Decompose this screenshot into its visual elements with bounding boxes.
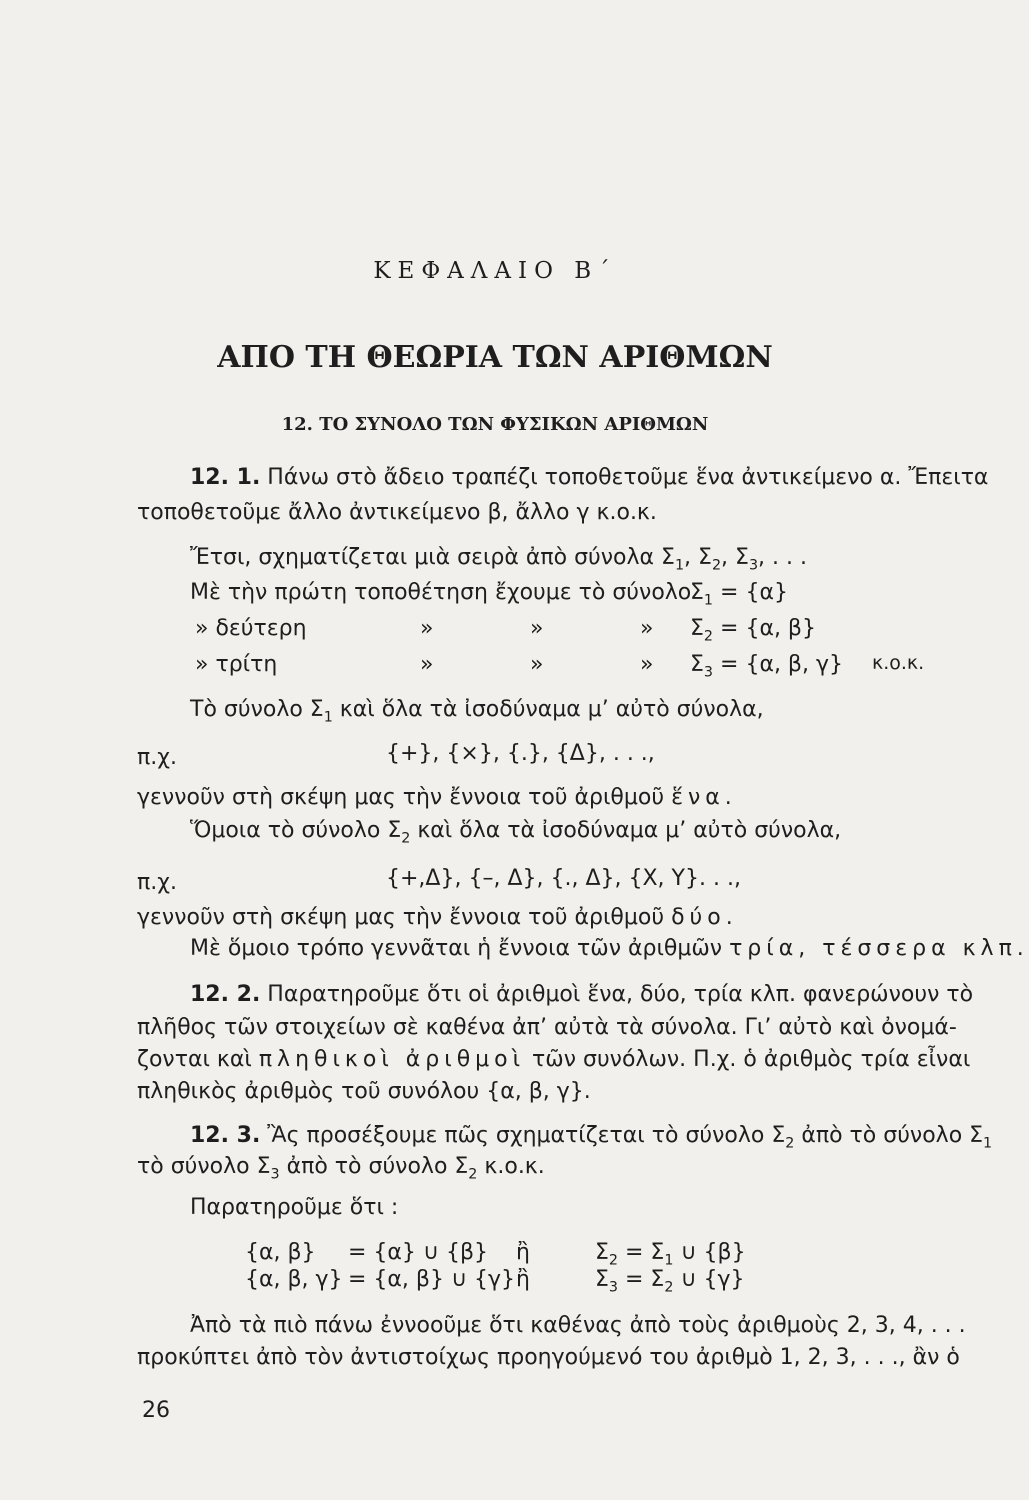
chapter-heading: ΚΕΦΑΛΑΙΟ Β΄ (373, 258, 617, 284)
paragraph-12-1-line-3: Ἔτσι, σχηματίζεται μιὰ σειρὰ ἀπὸ σύνολα $\Sigma_1$, $\Sigma_2$, $\Sigma_3$, . . . (190, 545, 807, 574)
chapter-title: ΑΠΟ ΤΗ ΘΕΩΡΙΑ ΤΩΝ ΑΡΙΘΜΩΝ (217, 340, 773, 375)
paragraph-12-1-line-2: τοποθετοῦμε ἄλλο ἀντικείμενο β, ἄλλο γ κ.ο.κ. (137, 500, 657, 525)
paragraph-number: 12. 2. (190, 982, 261, 1007)
paragraph-12-2-line-3: ζονται καὶ πληθικοὶ ἀριθμοὶ τῶν συνόλων. Π.χ. ὁ ἀριθμὸς τρία εἶναι (137, 1047, 971, 1072)
paragraph-number: 12. 3. (190, 1123, 261, 1148)
equation-1-left: {α, β} (245, 1240, 316, 1265)
or-word: ἢ (516, 1240, 530, 1265)
example-label: π.χ. (137, 870, 177, 895)
equation-1-middle: = {α} ∪ {β} (348, 1240, 489, 1265)
word-two: δύο. (671, 905, 738, 930)
paragraph-number: 12. 1. (190, 465, 261, 490)
ditto-mark: » (530, 652, 544, 677)
ditto-mark: » (640, 652, 654, 677)
observe-line: Παρατηροῦμε ὅτι : (190, 1195, 399, 1220)
paragraph-12-3-line-1: 12. 3. Ἂς προσέξουμε πῶς σχηματίζεται τὸ σύνολο $\Sigma_2$ ἀπὸ τὸ σύνολο $\Sigma_1$ (190, 1123, 993, 1152)
equivalent-sets-line-1: Τὸ σύνολο $\Sigma_1$ καὶ ὅλα τὰ ἰσοδύναμα μ’ αὐτὸ σύνολα, (190, 697, 764, 726)
equation-2-middle: = {α, β} ∪ {γ} (348, 1267, 516, 1292)
example-label: π.χ. (137, 745, 177, 770)
set-sigma-2: $\Sigma_2 = \{\alpha$, β} (690, 616, 816, 645)
paragraph-12-2-line-4: πληθικὸς ἀριθμὸς τοῦ συνόλου {α, β, γ}. (137, 1079, 591, 1104)
equation-2-right: $\Sigma_3 = \Sigma_2$ ∪ {γ} (595, 1267, 745, 1296)
equation-1-right: $\Sigma_2 = \Sigma_1$ ∪ {β} (595, 1240, 746, 1269)
concept-two-line: γεννοῦν στὴ σκέψη μας τὴν ἔννοια τοῦ ἀριθμοῦ δύο. (137, 905, 738, 930)
word-three-four: τρία, τέσσερα κλπ. (729, 936, 1029, 961)
ditto-mark: » (530, 616, 544, 641)
example-sets-one: {+}, {×}, {.}, {Δ}, . . ., (386, 741, 655, 766)
paragraph-12-1-line-1: 12. 1. Πάνω στὸ ἄδειο τραπέζι τοποθετοῦμε ἕνα ἀντικείμενο α. Ἔπειτα (190, 465, 989, 490)
set-sigma-1: $\Sigma_1 = \{\alpha\}$ (690, 580, 788, 609)
section-heading: 12. ΤΟ ΣΥΝΟΛΟ ΤΩΝ ΦΥΣΙΚΩΝ ΑΡΙΘΜΩΝ (281, 414, 709, 435)
word-one: ἕνα. (671, 785, 737, 810)
example-sets-two: {+,Δ}, {–, Δ}, {., Δ}, {X, Y}. . ., (386, 866, 741, 891)
equivalent-sets-line-2: Ὅμοια τὸ σύνολο $\Sigma_2$ καὶ ὅλα τὰ ἰσοδύναμα μ’ αὐτὸ σύνολα, (190, 818, 842, 847)
set-sigma-3: $\Sigma_3 = \{\alpha$, β, γ} (690, 652, 843, 681)
ditto-mark: » (420, 616, 434, 641)
paragraph-12-2-line-1: 12. 2. Παρατηροῦμε ὅτι οἱ ἀριθμοὶ ἕνα, δύο, τρία κλπ. φανερώνουν τὸ (190, 982, 974, 1007)
page-number: 26 (142, 1398, 170, 1423)
kok-abbrev: κ.ο.κ. (872, 652, 925, 674)
ditto-mark: » (420, 652, 434, 677)
conclusion-line-2: προκύπτει ἀπὸ τὸν ἀντιστοίχως προηγούμενό του ἀριθμὸ 1, 2, 3, . . ., ἂν ὁ (137, 1345, 960, 1370)
ditto-mark: » (640, 616, 654, 641)
paragraph-12-2-line-2: πλῆθος τῶν στοιχείων σὲ καθένα ἀπ’ αὐτὰ τὰ σύνολα. Γι’ αὐτὸ καὶ ὀνομά- (137, 1015, 957, 1040)
equation-2-left: {α, β, γ} (245, 1267, 343, 1292)
conclusion-line-1: Ἀπὸ τὰ πιὸ πάνω ἐννοοῦμε ὅτι καθένας ἀπὸ τοὺς ἀριθμοὺς 2, 3, 4, . . . (190, 1313, 966, 1338)
or-word: ἢ (516, 1267, 530, 1292)
placement-row-2-label: » δεύτερη (195, 616, 307, 641)
cardinal-numbers-term: πληθικοὶ ἀριθμοὶ (258, 1047, 526, 1072)
concept-three-four-line: Μὲ ὅμοιο τρόπο γεννᾶται ἡ ἔννοια τῶν ἀριθμῶν τρία, τέσσερα κλπ. (190, 936, 1029, 961)
paragraph-12-3-line-2: τὸ σύνολο $\Sigma_3$ ἀπὸ τὸ σύνολο $\Sigma_2$ κ.ο.κ. (137, 1154, 545, 1183)
concept-one-line: γεννοῦν στὴ σκέψη μας τὴν ἔννοια τοῦ ἀριθμοῦ ἕνα. (137, 785, 737, 810)
placement-row-3-label: » τρίτη (195, 652, 278, 677)
placement-row-1: Μὲ τὴν πρώτη τοποθέτηση ἔχουμε τὸ σύνολο (190, 580, 692, 605)
